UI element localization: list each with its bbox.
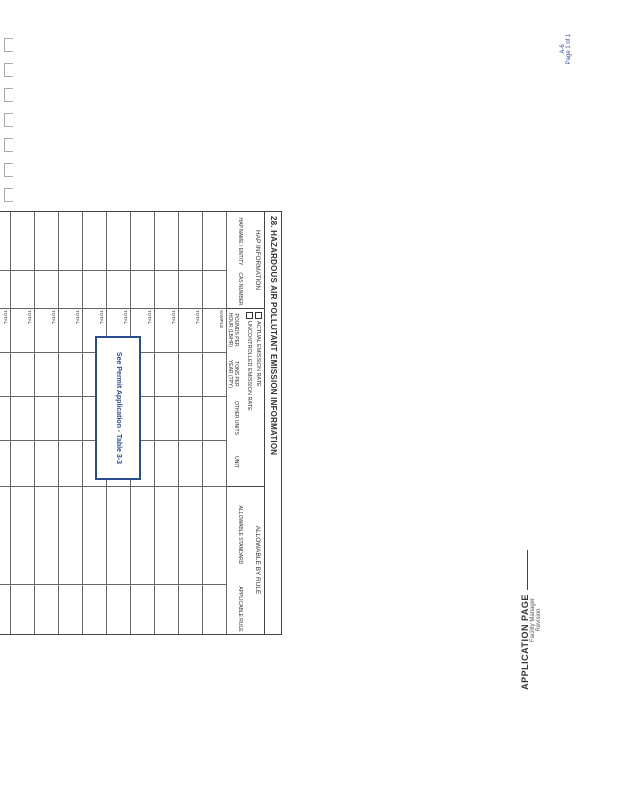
cell-divider [154,486,178,487]
tpy-header: TONS PER YEAR (TPY) [227,359,239,389]
row-label: TOTAL [51,310,56,325]
row-label: TOTAL [147,310,152,325]
allowable-standard-header: ALLOWABLE STANDARD [237,505,243,565]
uncontrolled-rate-label: UNCONTROLLED EMISSION RATE [246,321,252,411]
cell-divider [34,486,58,487]
cell-divider [82,308,106,309]
cell-divider [58,584,82,585]
cell-divider [10,308,34,309]
cell-divider [0,440,10,441]
binder-hole [4,138,13,152]
cell-divider [178,584,202,585]
cell-divider [130,308,154,309]
row-label: TOTAL [99,310,104,325]
cell-divider [154,270,178,271]
cell-divider [10,270,34,271]
cell-divider [202,308,226,309]
table-row [34,212,59,634]
row-label: TOTAL [3,310,8,325]
binder-hole [4,38,13,52]
cell-divider [58,486,82,487]
cell-divider [154,584,178,585]
table-row [0,212,11,634]
cell-divider [0,352,10,353]
cell-divider [34,584,58,585]
binder-hole [4,113,13,127]
cell-divider [10,486,34,487]
cell-divider [202,486,226,487]
cell-divider [106,486,130,487]
cell-divider [34,440,58,441]
hap-name-header: HAP NAME / ENTITY [237,217,243,266]
cell-divider [202,584,226,585]
cell-divider [34,270,58,271]
other-units-header: OTHER UNITS [233,401,239,435]
cell-divider [0,584,10,585]
actual-rate-option[interactable] [253,308,262,486]
cell-divider [106,270,130,271]
cell-divider [202,352,226,353]
cell-divider [202,440,226,441]
cell-divider [82,584,106,585]
row-label: TOTAL [171,310,176,325]
cell-divider [178,440,202,441]
cell-divider [154,396,178,397]
hap-emission-form [0,211,282,635]
cell-divider [178,486,202,487]
page-code [560,14,590,84]
cell-divider [34,396,58,397]
permit-stamp: See Permit Application - Table 3-3 [95,336,141,480]
section-title: 28. HAZARDOUS AIR POLLUTANT EMISSION INFORMATION [264,212,281,634]
cell-divider [0,308,10,309]
row-label: TOTAL [195,310,200,325]
actual-rate-checkbox[interactable] [255,312,262,319]
row-label: TOTAL [123,310,128,325]
allowable-title: ALLOWABLE BY RULE [254,525,261,595]
cell-divider [10,584,34,585]
binder-hole [4,188,13,202]
cell-divider [106,308,130,309]
cell-divider [0,396,10,397]
cell-divider [0,270,10,271]
cas-number-header: CAS NUMBER [237,272,243,306]
footer-title: APPLICATION PAGE [520,540,530,700]
cell-divider [178,270,202,271]
footer-line-1: Facility Manager [530,598,536,643]
binder-hole [4,163,13,177]
cell-divider [106,584,130,585]
footer-line-2: Revision [536,608,542,632]
binder-hole [4,63,13,77]
actual-rate-label: ACTUAL EMISSION RATE [255,321,261,387]
cell-divider [154,440,178,441]
cell-divider [178,396,202,397]
uncontrolled-rate-checkbox[interactable] [246,312,253,319]
cell-divider [202,270,226,271]
cell-divider [130,270,154,271]
row-label: TOTAL [27,310,32,325]
cell-divider [10,440,34,441]
cell-divider [154,352,178,353]
cell-divider [34,308,58,309]
cell-divider [58,396,82,397]
cell-divider [58,270,82,271]
table-row [178,212,203,634]
applicable-rule-header: APPLICABLE RULE [237,586,243,632]
cell-divider [178,308,202,309]
cell-divider [178,352,202,353]
page-code-label: A-6 [560,44,566,54]
cell-divider [202,396,226,397]
cell-divider [82,486,106,487]
lbhr-header: POUNDS PER HOUR (LB/HR) [227,312,239,348]
cell-divider [130,486,154,487]
cell-divider [130,584,154,585]
cell-divider [58,352,82,353]
table-row [58,212,83,634]
row-label: TOTAL [75,310,80,325]
hap-info-title: HAP INFORMATION [254,229,261,291]
cell-divider [10,352,34,353]
uncontrolled-rate-option[interactable] [244,308,253,486]
cell-divider [34,352,58,353]
table-row [154,212,179,634]
cell-divider [10,396,34,397]
cell-divider [58,440,82,441]
row-label: SAMPLE [219,310,224,329]
form-frame [0,211,282,635]
cell-divider [82,270,106,271]
cell-divider [0,486,10,487]
page-number: Page 1 of 1 [566,33,572,65]
binder-hole [4,88,13,102]
table-row [10,212,35,634]
unit-header: UNIT [233,456,239,468]
cell-divider [154,308,178,309]
application-page-footer [520,540,580,700]
cell-divider [58,308,82,309]
table-row [202,212,227,634]
